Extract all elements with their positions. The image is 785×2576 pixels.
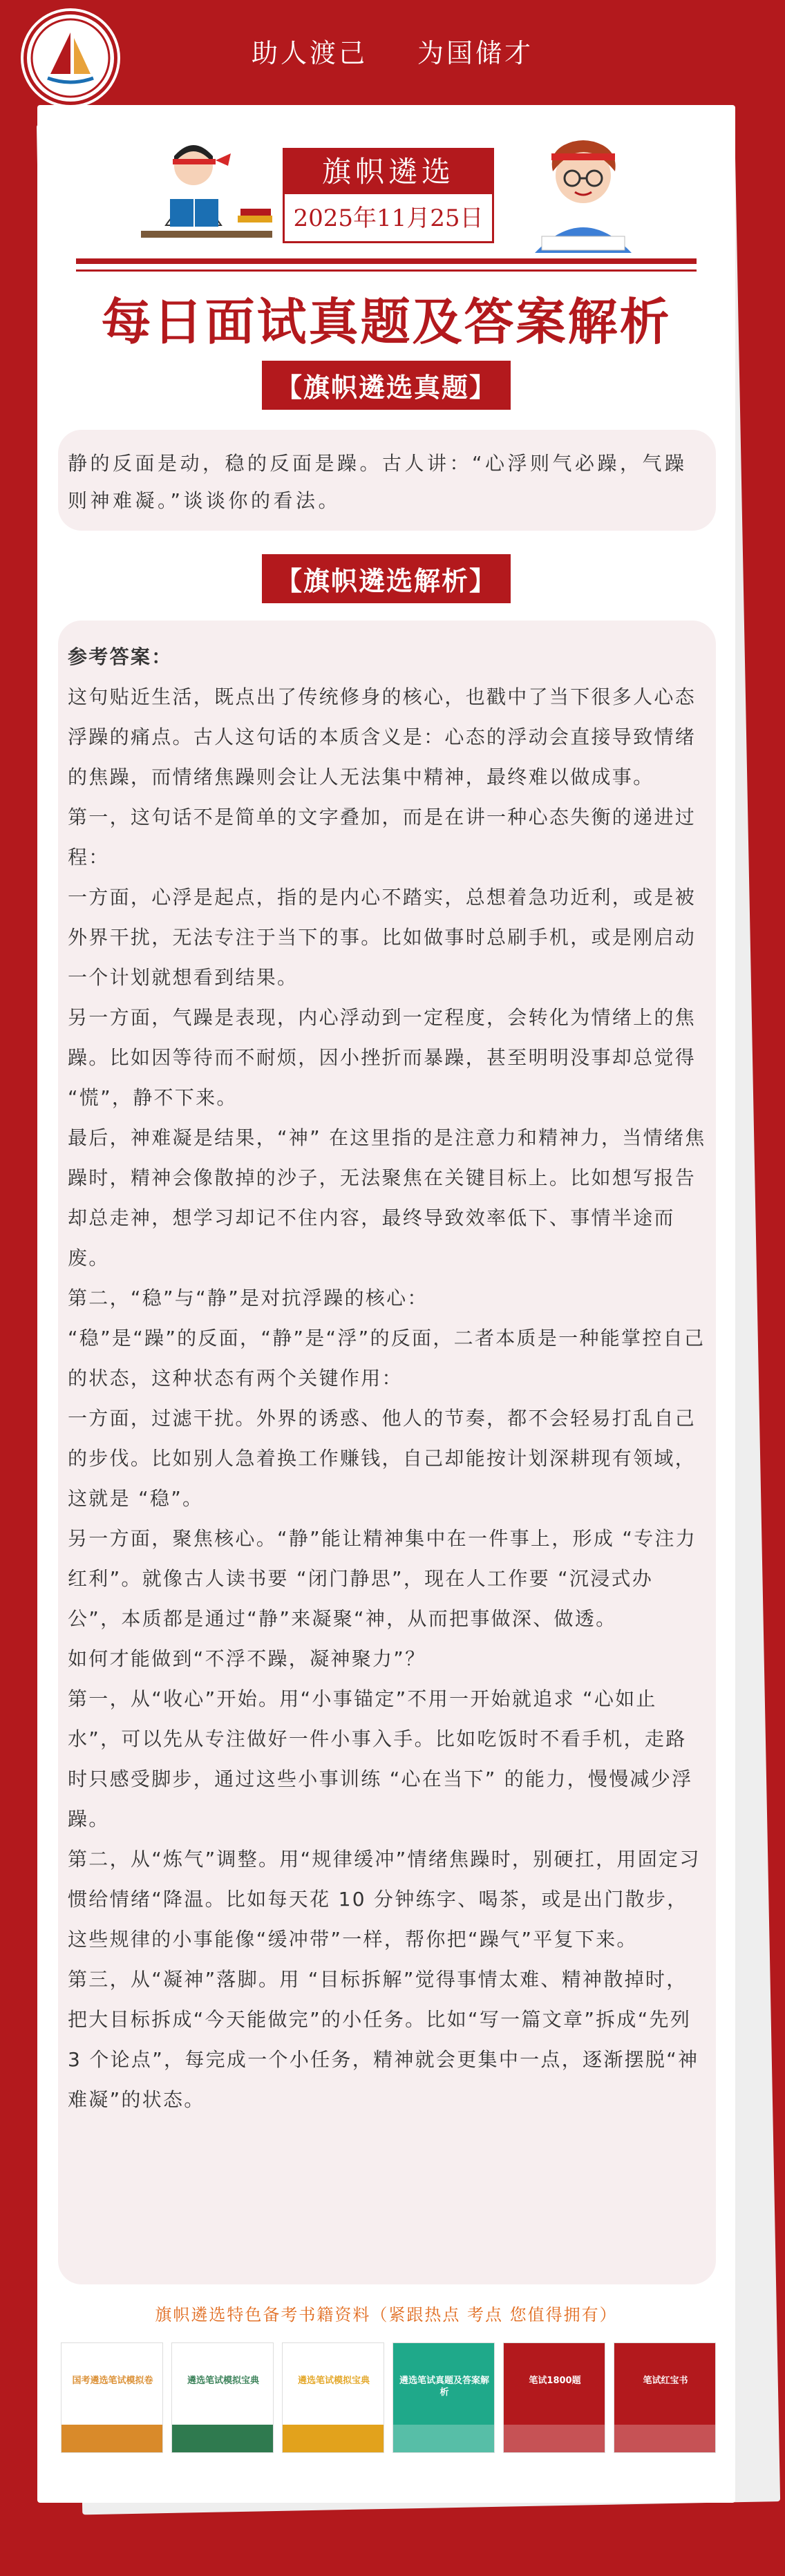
analysis-tag: 【旗帜遴选解析】: [262, 554, 511, 603]
book-cover[interactable]: [503, 2342, 605, 2453]
header-illustration: [37, 105, 735, 278]
book-title: 遴选笔试模拟宝典: [297, 2376, 370, 2386]
content-card: [37, 105, 735, 2503]
analysis-paragraph: 第二，从“炼气”调整。用“规律缓冲”情绪焦躁时，别硬扛，用固定习惯给情绪“降温。比如每天花 10 分钟练字、喝茶，或是出门散步，这些规律的小事能像“缓冲带”一样，帮你把“躁气”平复下来。: [68, 1848, 701, 1951]
question-text: 静的反面是动，稳的反面是躁。古人讲：“心浮则气必躁，气躁则神难凝。”谈谈你的看法。: [68, 452, 688, 512]
book-title: 笔试1800题: [529, 2376, 581, 2386]
book-title: 笔试红宝书: [643, 2376, 688, 2386]
analysis-paragraph: 第一，这句话不是简单的文字叠加，而是在讲一种心态失衡的递进过程：: [68, 806, 697, 869]
analysis-box: [58, 621, 716, 2284]
book-title: 遴选笔试真题及答案解析: [399, 2376, 489, 2398]
brand-date-box: [283, 148, 494, 243]
book-cover[interactable]: [282, 2342, 384, 2453]
book-gallery: [61, 2342, 717, 2464]
slogan-part-1: 助人渡己: [251, 38, 368, 68]
answer-label: 参考答案：: [68, 645, 173, 668]
analysis-paragraph: “稳”是“躁”的反面，“静”是“浮”的反面，二者本质是一种能掌控自己的状态，这种状态有两个关键作用：: [68, 1327, 706, 1390]
analysis-paragraph: 一方面，过滤干扰。外界的诱惑、他人的节奏，都不会轻易打乱自己的步伐。比如别人急着换工作赚钱，自己却能按计划深耕现有领域，这就是 “稳”。: [68, 1407, 697, 1510]
top-slogan: [0, 32, 785, 70]
analysis-paragraph: 另一方面，聚焦核心。“静”能让精神集中在一件事上，形成 “专注力红利”。就像古人读书要 “闭门静思”，现在人工作要 “沉浸式办公”，本质都是通过“静”来凝聚“神，从而把事做深、做透。: [68, 1527, 697, 1630]
question-tag: 【旗帜遴选真题】: [262, 361, 511, 410]
analysis-paragraph: 第三，从“凝神”落脚。用 “目标拆解”觉得事情太难、精神散掉时，把大目标拆成“今天能做完”的小任务。比如“写一篇文章”拆成“先列 3 个论点”，每完成一个小任务，精神就会更集中一点，逐渐摆脱“神难凝”的状态。: [68, 1968, 699, 2111]
book-cover[interactable]: [61, 2342, 163, 2453]
book-title: 国考遴选笔试模拟卷: [72, 2376, 153, 2386]
logo: [23, 11, 117, 105]
analysis-paragraph: 最后，神难凝是结果，“神” 在这里指的是注意力和精神力，当情绪焦躁时，精神会像散掉的沙子，无法聚焦在关键目标上。比如想写报告却总走神，想学习却记不住内容，最终导致效率低下、事情半途而废。: [68, 1126, 706, 1269]
analysis-paragraph: 一方面，心浮是起点，指的是内心不踏实，总想着急功近利，或是被外界干扰，无法专注于当下的事。比如做事时总刷手机，或是刚启动一个计划就想看到结果。: [68, 886, 697, 989]
issue-date: 2025年11月25日: [293, 205, 484, 232]
sailboat-logo-icon: [27, 15, 114, 102]
student-reading-illustration-icon: [134, 135, 279, 253]
student-studying-illustration-icon: [514, 133, 652, 253]
book-cover[interactable]: [614, 2342, 716, 2453]
header-rule: [76, 258, 697, 264]
analysis-paragraph: 如何才能做到“不浮不躁，凝神聚力”？: [68, 1647, 426, 1670]
books-caption: 旗帜遴选特色备考书籍资料（紧跟热点 考点 您值得拥有）: [155, 2305, 618, 2324]
book-cover[interactable]: [392, 2342, 495, 2453]
question-box: [58, 430, 716, 531]
analysis-paragraph: 第二，“稳”与“静”是对抗浮躁的核心：: [68, 1287, 428, 1309]
book-title: 遴选笔试模拟宝典: [187, 2376, 259, 2386]
analysis-paragraph: 这句贴近生活，既点出了传统修身的核心，也戳中了当下很多人心态浮躁的痛点。古人这句话的本质含义是：心态的浮动会直接导致情绪的焦躁，而情绪焦躁则会让人无法集中精神，最终难以做成事。: [68, 685, 697, 788]
slogan-part-2: 为国储才: [417, 38, 534, 68]
book-cover[interactable]: [171, 2342, 274, 2453]
page-title: 每日面试真题及答案解析: [101, 293, 672, 351]
header-rule-thin: [76, 269, 697, 272]
analysis-paragraph: 另一方面，气躁是表现，内心浮动到一定程度，会转化为情绪上的焦躁。比如因等待而不耐烦，因小挫折而暴躁，甚至明明没事却总觉得 “慌”，静不下来。: [68, 1006, 697, 1109]
brand-name: 旗帜遴选: [285, 150, 492, 194]
analysis-paragraph: 第一，从“收心”开始。用“小事锚定”不用一开始就追求 “心如止水”，可以先从专注做好一件小事入手。比如吃饭时不看手机，走路时只感受脚步，通过这些小事训练 “心在当下” 的能力，慢慢减少浮躁。: [68, 1687, 693, 1830]
